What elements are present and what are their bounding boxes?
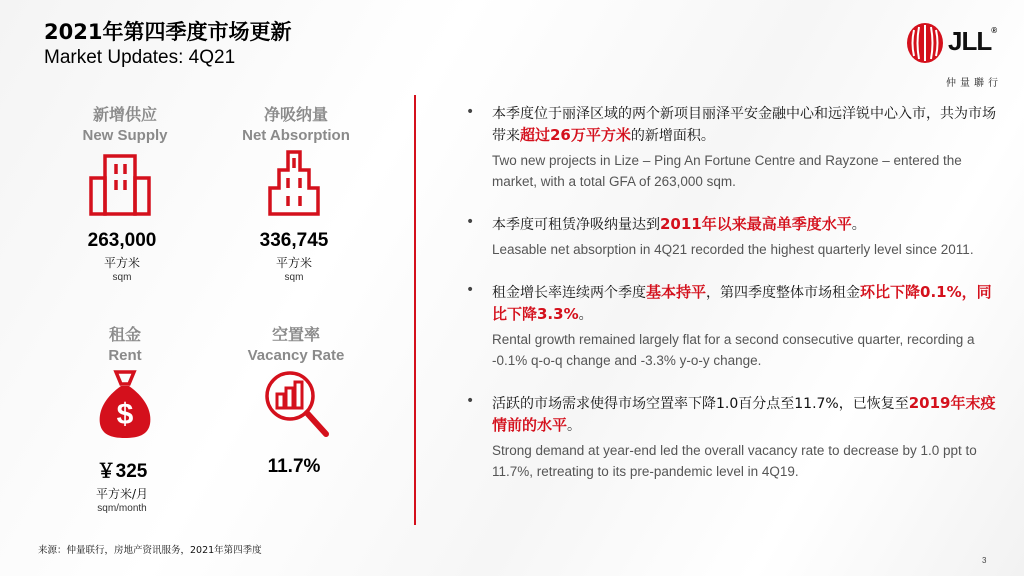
bullet-dot: • [466, 282, 475, 298]
net-absorption-value: 336,745 [259, 230, 329, 251]
bullet-vacancy [466, 393, 996, 482]
net-absorption-heading [226, 102, 366, 144]
rent-value: ￥325 [96, 461, 148, 482]
bullet-dot: • [466, 104, 475, 120]
net-absorption-unit-en: sqm [284, 272, 304, 283]
vacancy-value-block [244, 456, 344, 478]
vacancy-heading [226, 322, 366, 364]
rent-unit-cn: 平方米/月 [95, 487, 149, 501]
jll-logo-mark-icon [906, 22, 944, 64]
new-supply-value: 263,000 [87, 230, 157, 251]
new-supply-unit-cn: 平方米 [103, 256, 140, 270]
page-number: 3 [982, 556, 987, 565]
new-supply-value-block [72, 230, 172, 283]
bullet-text-cn: 本季度位于丽泽区域的两个新项目丽泽平安金融中心和远洋锐中心入市，共为市场带来超过26万平方米的新增面积。 [492, 106, 996, 144]
building-icon [88, 152, 154, 218]
bullet-text-cn: 本季度可租赁净吸纳量达到2011年以来最高单季度水平。 [492, 215, 866, 233]
vertical-divider [414, 95, 416, 525]
bullet-text-en: Leasable net absorption in 4Q21 recorded the highest quarterly level since 2011. [492, 242, 974, 257]
new-supply-label-en: New Supply [82, 127, 168, 144]
bullet-list [466, 104, 996, 482]
jll-subtitle: 仲量聯行 [946, 78, 1002, 89]
rent-heading [70, 322, 180, 364]
bullet-net-absorption [466, 214, 996, 260]
vacancy-label-en: Vacancy Rate [247, 347, 345, 364]
magnifier-chart-icon [262, 368, 330, 440]
bullet-text-en: Strong demand at year-end led the overall vacancy rate to decrease by 1.0 ppt to 11.7%, retreating to its pre-pandemic level in 4Q19. [492, 443, 977, 479]
bullet-text-en: Two new projects in Lize – Ping An Fortune Centre and Rayzone – entered the market, with a total GFA of 263,000 sqm. [492, 153, 962, 189]
bullet-rent [466, 282, 996, 371]
net-absorption-label-cn: 净吸纳量 [263, 105, 328, 124]
source-note: 来源：仲量联行，房地产资讯服务，2021年第四季度 [38, 545, 262, 556]
new-supply-heading [70, 102, 180, 144]
bullet-dot: • [466, 214, 475, 230]
vacancy-value: 11.7% [267, 456, 321, 477]
page-title-cn: 2021年第四季度市场更新 [44, 20, 292, 44]
page-title-en: Market Updates: 4Q21 [44, 47, 236, 68]
rent-label-cn: 租金 [108, 325, 141, 344]
tower-icon [266, 148, 322, 218]
net-absorption-value-block [244, 230, 344, 283]
bullet-text-en: Rental growth remained largely flat for a second consecutive quarter, recording a -0.1% q-o-q change and -3.3% y-o-y change. [492, 332, 975, 368]
bullet-text-cn: 活跃的市场需求使得市场空置率下降1.0百分点至11.7%，已恢复至2019年末疫情前的水平。 [492, 394, 996, 434]
vacancy-label-cn: 空置率 [271, 325, 320, 344]
new-supply-label-cn: 新增供应 [92, 105, 157, 124]
rent-unit-en: sqm/month [97, 503, 147, 514]
rent-label-en: Rent [108, 347, 142, 364]
rent-value-block [72, 456, 172, 514]
new-supply-unit-en: sqm [112, 272, 132, 283]
jll-wordmark: JLL® [948, 26, 997, 56]
bullet-new-supply [466, 104, 996, 192]
net-absorption-label-en: Net Absorption [242, 127, 350, 144]
bullet-dot: • [466, 393, 475, 409]
svg-text:$: $ [116, 398, 134, 431]
jll-logo [906, 20, 1016, 92]
bullet-text-cn: 租金增长率连续两个季度基本持平，第四季度整体市场租金环比下降0.1%，同比下降3.3%。 [492, 283, 992, 323]
net-absorption-unit-cn: 平方米 [275, 256, 312, 270]
money-bag-icon [96, 368, 154, 440]
